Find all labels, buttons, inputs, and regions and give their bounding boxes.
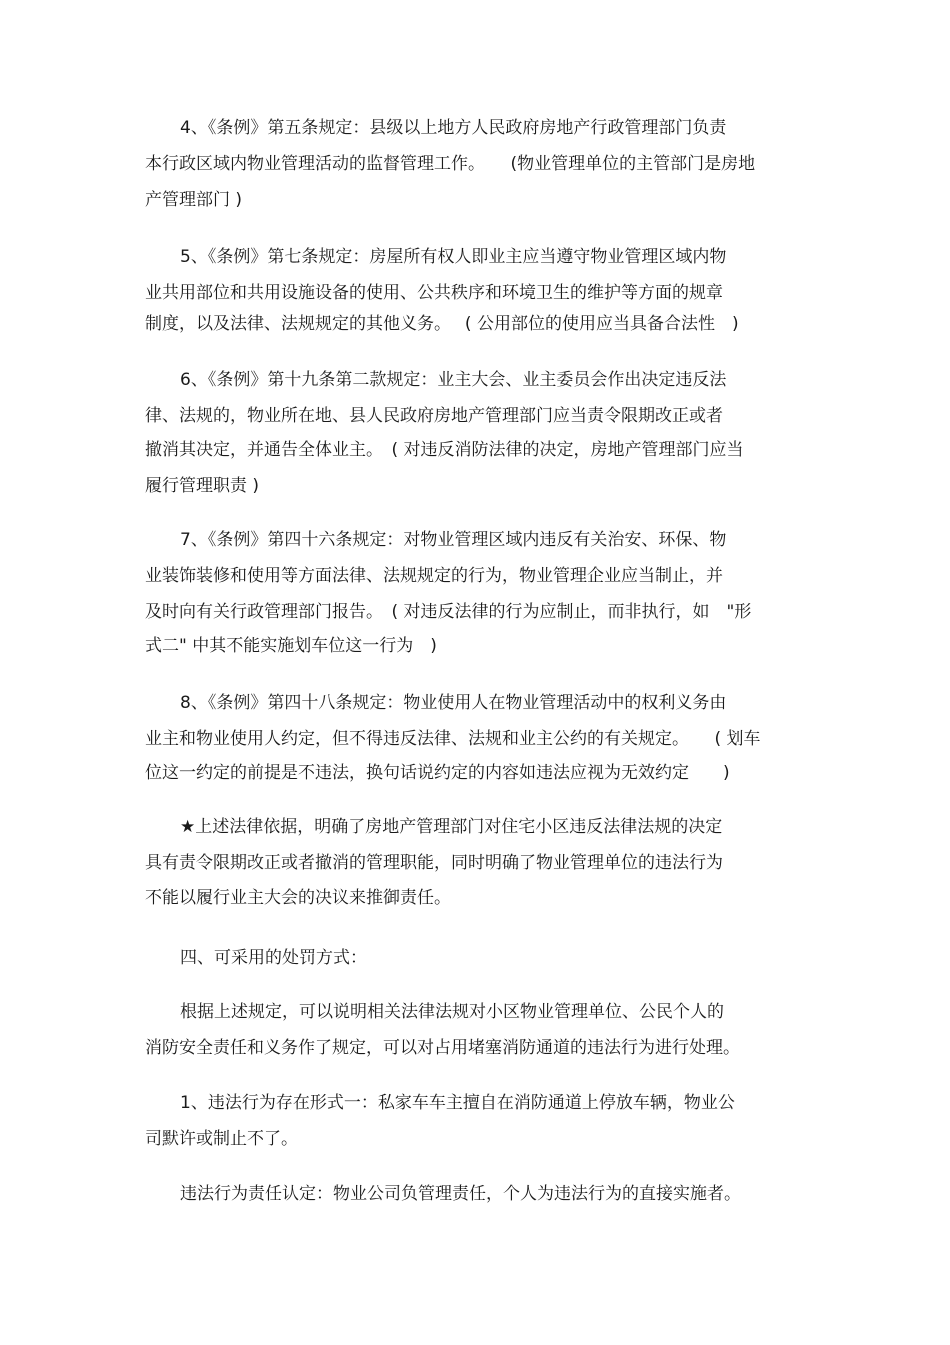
text-line: ★上述法律依据，明确了房地产管理部门对住宅小区违反法律法规的决定 [180,817,723,837]
text-line: 业装饰装修和使用等方面法律、法规规定的行为，物业管理企业应当制止，并 [145,566,723,586]
text-line: 式二" 中其不能实施划车位这一行为 ) [145,636,437,656]
text-line: 律、法规的，物业所在地、县人民政府房地产管理部门应当责令限期改正或者 [145,406,723,426]
text-line: 6、《条例》第十九条第二款规定：业主大会、业主委员会作出决定违反法 [180,370,727,390]
text-line: 四、可采用的处罚方式： [180,948,367,968]
text-line: 8、《条例》第四十八条规定：物业使用人在物业管理活动中的权利义务由 [180,693,727,713]
text-line: 根据上述规定，可以说明相关法律法规对小区物业管理单位、公民个人的 [180,1002,724,1022]
text-line: 4、《条例》第五条规定：县级以上地方人民政府房地产行政管理部门负责 [180,118,727,138]
text-line: 消防安全责任和义务作了规定，可以对占用堵塞消防通道的违法行为进行处理。 [145,1038,740,1058]
text-line: 位这一约定的前提是不违法，换句话说约定的内容如违法应视为无效约定 ) [145,763,730,783]
text-line: 产管理部门 ) [145,190,243,210]
text-line: 业共用部位和共用设施设备的使用、公共秩序和环境卫生的维护等方面的规章 [145,283,723,303]
text-line: 不能以履行业主大会的决议来推御责任。 [145,888,451,908]
text-line: 司默许或制止不了。 [145,1129,298,1149]
text-line: 业主和物业使用人约定，但不得违反法律、法规和业主公约的有关规定。 ( 划车 [145,729,761,749]
text-line: 履行管理职责 ) [145,476,260,496]
text-line: 5、《条例》第七条规定：房屋所有权人即业主应当遵守物业管理区域内物 [180,247,727,267]
text-line: 具有责令限期改正或者撤消的管理职能，同时明确了物业管理单位的违法行为 [145,853,723,873]
text-line: 违法行为责任认定：物业公司负管理责任，个人为违法行为的直接实施者。 [180,1184,741,1204]
text-line: 及时向有关行政管理部门报告。 ( 对违反法律的行为应制止，而非执行，如 "形 [145,602,752,622]
text-line: 7、《条例》第四十六条规定：对物业管理区域内违反有关治安、环保、物 [180,530,727,550]
text-line: 本行政区域内物业管理活动的监督管理工作。 (物业管理单位的主管部门是房地 [145,154,756,174]
text-line: 1、违法行为存在形式一：私家车车主擅自在消防通道上停放车辆，物业公 [180,1093,735,1113]
text-line: 撤消其决定，并通告全体业主。 ( 对违反消防法律的决定，房地产管理部门应当 [145,440,744,460]
text-line: 制度，以及法律、法规规定的其他义务。 ( 公用部位的使用应当具备合法性 ) [145,314,739,334]
